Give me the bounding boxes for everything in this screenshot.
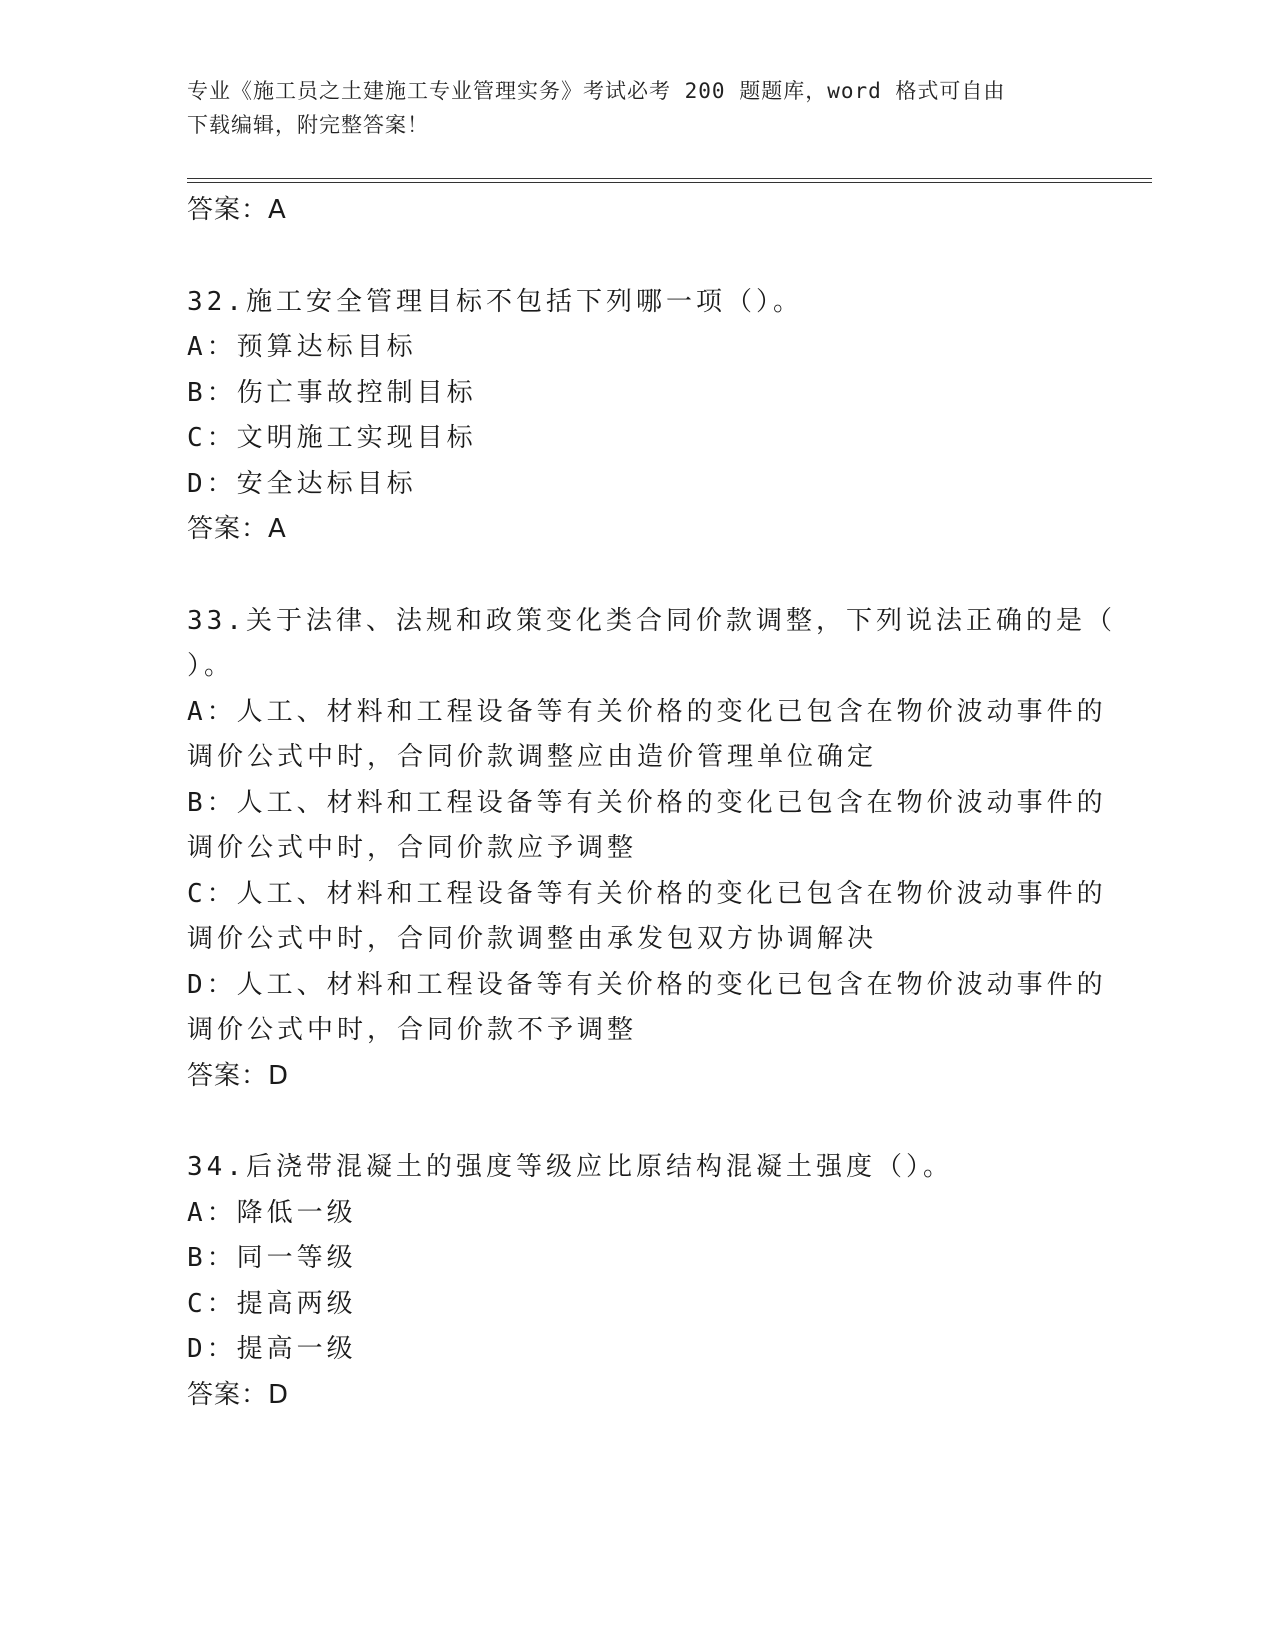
spacer [187, 234, 1087, 280]
option-d: D：安全达标目标 [187, 468, 417, 499]
header-line: 下载编辑，附完整答案！ [187, 113, 429, 137]
question-stem: 32.施工安全管理目标不包括下列哪一项（）。 [187, 286, 803, 317]
option-a: A：人工、材料和工程设备等有关价格的变化已包含在物价波动事件的 [187, 696, 1107, 727]
option-d: D：提高一级 [187, 1334, 357, 1364]
question-block [187, 599, 1116, 1100]
option-d: D：人工、材料和工程设备等有关价格的变化已包含在物价波动事件的 [187, 969, 1107, 1000]
option-b: B：同一等级 [187, 1243, 357, 1273]
header-line: 专业《施工员之土建施工专业管理实务》考试必考 200 题题库，word 格式可自由 [187, 79, 1006, 103]
option-b-cont: 调价公式中时，合同价款应予调整 [187, 833, 638, 863]
option-c: C：人工、材料和工程设备等有关价格的变化已包含在物价波动事件的 [187, 878, 1107, 909]
option-d-cont: 调价公式中时，合同价款不予调整 [187, 1015, 638, 1045]
option-a: A：预算达标目标 [187, 332, 417, 362]
option-b: B：人工、材料和工程设备等有关价格的变化已包含在物价波动事件的 [187, 787, 1107, 818]
answer-line: 答案：D [187, 1060, 290, 1091]
question-stem: 33.关于法律、法规和政策变化类合同价款调整，下列说法正确的是（ [187, 605, 1116, 636]
question-block [187, 1145, 1087, 1418]
question-list [187, 188, 1116, 1418]
document-header [187, 74, 1067, 142]
option-c: C：文明施工实现目标 [187, 423, 477, 453]
answer-line: 答案：D [187, 1379, 290, 1410]
spacer [187, 1099, 1087, 1145]
question-stem-cont: ）。 [187, 651, 235, 681]
spacer [187, 553, 1087, 599]
option-c-cont: 调价公式中时，合同价款调整由承发包双方协调解决 [187, 924, 878, 954]
option-a-cont: 调价公式中时，合同价款调整应由造价管理单位确定 [187, 742, 878, 772]
answer-line: 答案：A [187, 514, 287, 544]
option-a: A：降低一级 [187, 1197, 357, 1228]
header-divider [187, 178, 1152, 183]
question-block [187, 280, 1087, 553]
option-c: C：提高两级 [187, 1288, 357, 1319]
answer-line: 答案：A [187, 195, 287, 225]
question-stem: 34.后浇带混凝土的强度等级应比原结构混凝土强度（）。 [187, 1152, 953, 1182]
option-b: B：伤亡事故控制目标 [187, 377, 477, 408]
